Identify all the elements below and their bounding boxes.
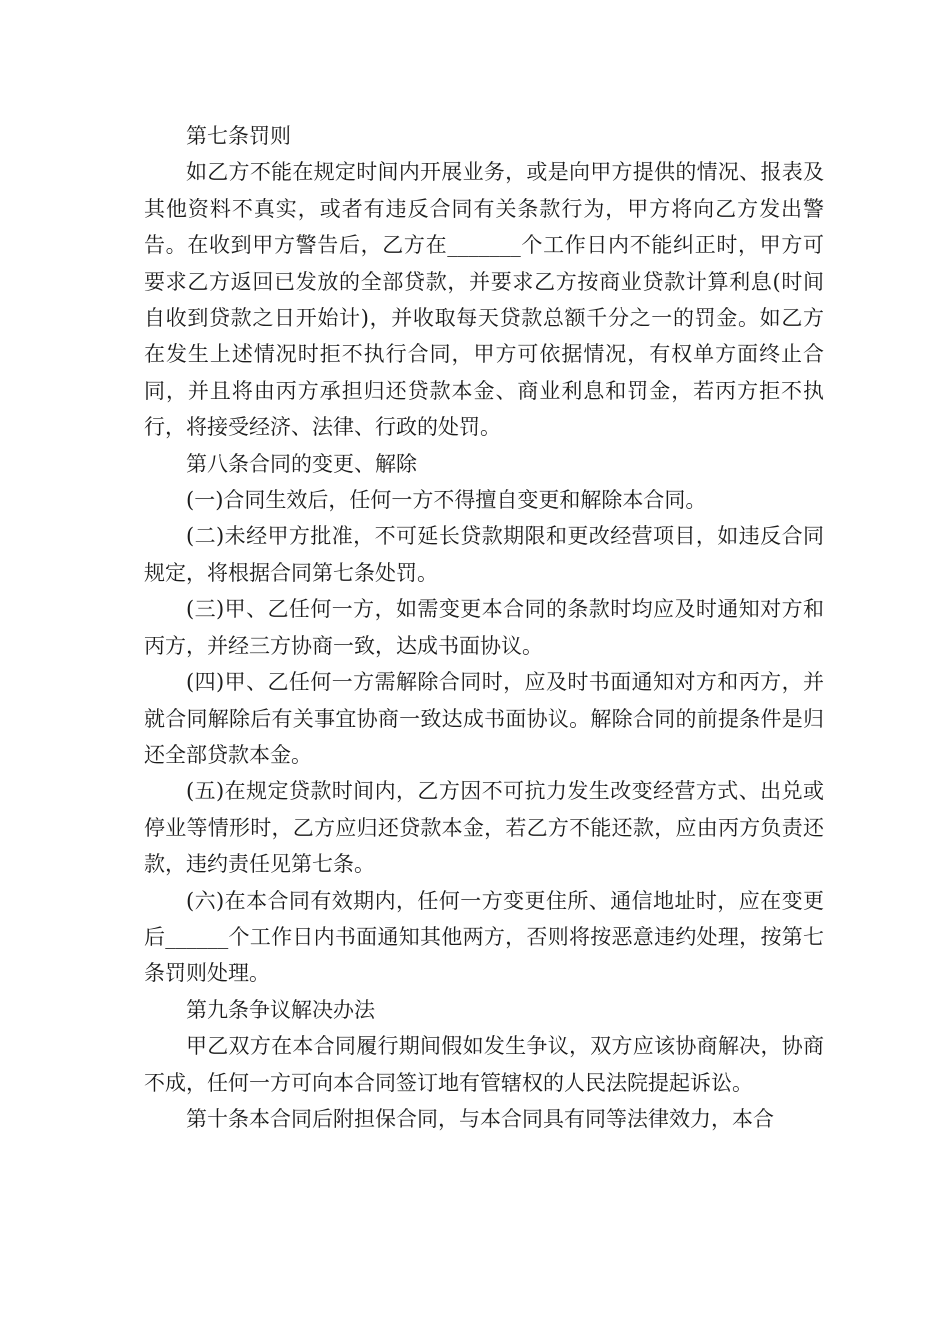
- article-8-clause-2: (二)未经甲方批准，不可延长贷款期限和更改经营项目，如违反合同规定，将根据合同第七条处罚。: [144, 524, 824, 585]
- article-8-clause-3: (三)甲、乙任何一方，如需变更本合同的条款时均应及时通知对方和丙方，并经三方协商一致，达成书面协议。: [144, 597, 824, 658]
- article-7-body: 如乙方不能在规定时间内开展业务，或是向甲方提供的情况、报表及其他资料不真实，或者有违反合同有关条款行为，甲方将向乙方发出警告。在收到甲方警告后，乙方在_______个工作日内不能纠正时，甲方可要求乙方返回已发放的全部贷款，并要求乙方按商业贷款计算利息(时间自收到贷款之日开始计)，并收取每天贷款总额千分之一的罚金。如乙方在发生上述情况时拒不执行合同，甲方可依据情况，有权单方面终止合同，并且将由丙方承担归还贷款本金、商业利息和罚金，若丙方拒不执行，将接受经济、法律、行政的处罚。: [144, 160, 824, 440]
- article-9-heading: 第九条争议解决办法: [186, 997, 375, 1022]
- article-8-heading: 第八条合同的变更、解除: [186, 451, 417, 476]
- article-8-clause-5: (五)在规定贷款时间内，乙方因不可抗力发生改变经营方式、出兑或停业等情形时，乙方应归还贷款本金，若乙方不能还款，应由丙方负责还款，违约责任见第七条。: [144, 779, 824, 877]
- document-body: [144, 118, 824, 1137]
- article-8-clause-4: (四)甲、乙任何一方需解除合同时，应及时书面通知对方和丙方，并就合同解除后有关事宜协商一致达成书面协议。解除合同的前提条件是归还全部贷款本金。: [144, 670, 824, 767]
- article-9-body: 甲乙双方在本合同履行期间假如发生争议，双方应该协商解决，协商不成，任何一方可向本合同签订地有管辖权的人民法院提起诉讼。: [144, 1034, 824, 1095]
- article-10-text: 第十条本合同后附担保合同，与本合同具有同等法律效力，本合: [186, 1106, 774, 1131]
- article-8-clause-6: (六)在本合同有效期内，任何一方变更住所、通信地址时，应在变更后______个工作日内书面通知其他两方，否则将按恶意违约处理，按第七条罚则处理。: [144, 888, 824, 986]
- article-7-heading: 第七条罚则: [186, 124, 291, 148]
- article-8-clause-1: (一)合同生效后，任何一方不得擅自变更和解除本合同。: [186, 488, 707, 513]
